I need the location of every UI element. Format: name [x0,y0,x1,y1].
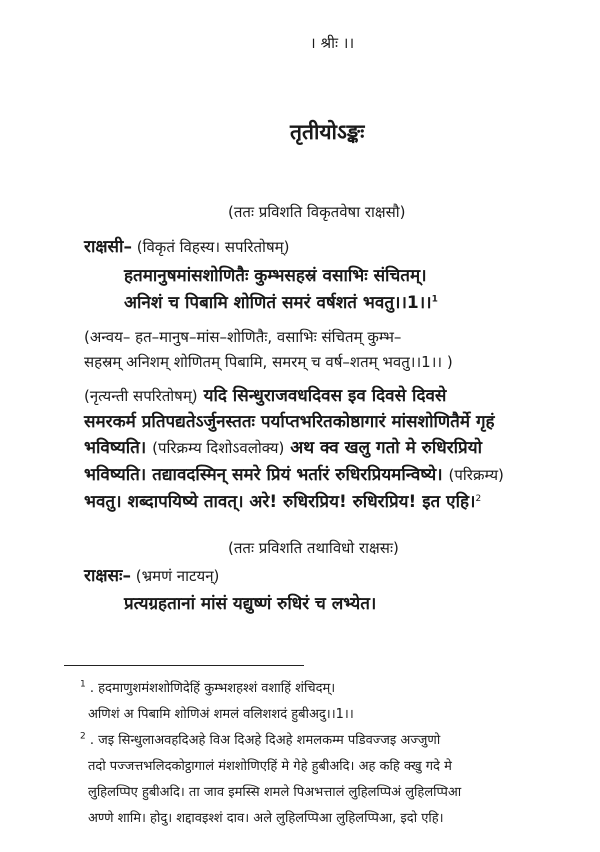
prose-line [84,386,446,406]
footnote-divider [64,665,304,666]
stage-direction: (नृत्यन्ती सपरितोषम्) [84,387,198,405]
stage-direction: (परिक्रम्य दिशोऽवलोक्य) [152,439,285,457]
footnote-number: 1 [80,679,86,690]
footnote-line: तदो पज्जत्तभलिदकोट्ठागालं मंशशोणिएहिं मे गेहे हुबीअदि। अह कहि क्खु गदे मे [88,759,452,774]
prose-line [84,438,482,458]
footnote-text: . हदमाणुशमंशशोणिदेहिं कुम्भशहश्शं वशाहिं शंचिदम्। [89,681,336,696]
stage-direction: (ततः प्रविशति तथाविधो राक्षसः) [228,539,399,557]
anvaya-line: (अन्वय– हत–मानुष–मांस–शोणितैः, वसाभिः संचितम् कुम्भ– [84,328,402,346]
stage-direction: (ततः प्रविशति विकृतवेषा राक्षसौ) [228,203,406,221]
stage-direction: (भ्रमणं नाटयन्) [135,567,220,585]
footnote-marker: 1 [431,294,438,305]
footnote-text: . जइ सिन्धुलाअवहदिअहे विअ दिअहे दिअहे शमलकम्म पडिवज्जइ अज्जुणो [89,733,441,748]
prose-text: भविष्यति। [84,438,153,458]
footnote-marker: 2 [475,494,482,504]
prose-text: भवतु। शब्दापयिष्ये तावत्। अरे! रुधिरप्रिय! रुधिरप्रिय! इत एहि। [84,492,476,512]
speech-line [84,237,289,257]
stage-direction: (विकृतं विहस्य। सपरितोषम्) [136,238,290,256]
footnote-line: अण्णे शामि। होदु। शद्दावइश्शं दाव। अले लुहिलप्पिआ लुहिलप्पिआ, इदो एहि। [88,811,444,826]
stage-direction: (परिक्रम्य) [448,466,504,484]
prose-line: समरकर्म प्रतिपद्यतेऽर्जुनस्ततः पर्याप्तभरितकोष्ठागारं मांसशोणितैर्मे गृहं [84,412,495,432]
anvaya-line: सहस्रम् अनिशम् शोणितम् पिबामि, समरम् च वर्ष–शतम् भवतु।।1।। ) [84,353,453,371]
prose-line [84,465,504,485]
verse-line [124,293,438,313]
prose-text: यदि सिन्धुराजवधदिवस इव दिवसे दिवसे [197,386,447,406]
speaker-name: राक्षसी– [84,237,132,257]
page-header: । श्रीः ।। [310,34,355,52]
verse-line: हतमानुषमांसशोणितैः कुम्भसहस्रं वसाभिः संचितम्। [124,266,427,286]
prose-text: भविष्यति। तद्यावदस्मिन् समरे प्रियं भर्तारं रुधिरप्रियमन्विष्ये। [84,465,449,485]
prose-line [84,492,481,512]
footnote-line: अणिशं अ पिबामि शोणिअं शमलं वलिशशदं हुबीअदु।।1।। [88,707,354,722]
verse-text: अनिशं च पिबामि शोणितं समरं वर्षशतं भवतु।।1।। [124,293,432,313]
footnote-line [80,732,440,750]
verse-line: प्रत्यग्रहतानां मांसं यद्युष्णं रुधिरं च लभ्येत। [124,594,377,614]
footnote-number: 2 [80,731,86,742]
speech-line [84,566,219,586]
footnote-line [80,680,335,698]
speaker-name: राक्षसः– [84,566,131,586]
footnote-line: लुहिलप्पिए हुबीअदि। ता जाव इमस्सि शमले पिअभत्तालं लुहिलप्पिअं लुहिलप्पिआ [88,785,462,800]
prose-text: अथ क्व खलु गतो मे रुधिरप्रियो [284,438,482,458]
act-title: तृतीयोऽङ्कः [290,120,365,144]
